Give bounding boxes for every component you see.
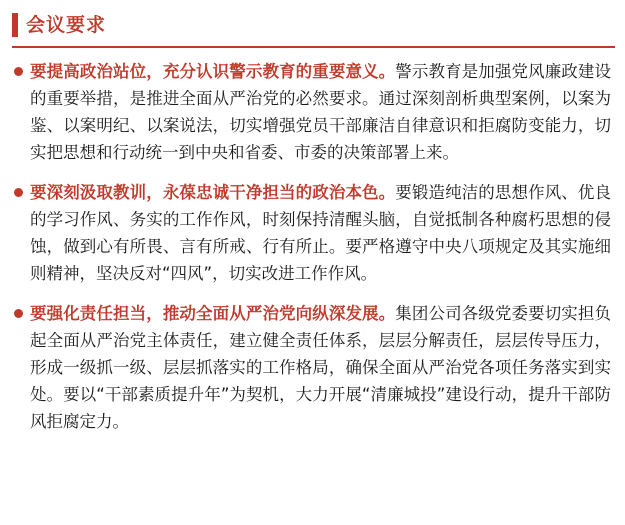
list-item	[14, 58, 611, 166]
paragraph	[30, 300, 611, 435]
header-divider	[12, 46, 615, 48]
page-header	[0, 8, 625, 42]
list-item	[14, 179, 611, 287]
paragraph	[30, 179, 611, 287]
header-accent-bar	[12, 13, 18, 37]
bullet-dot-icon	[14, 67, 23, 76]
paragraph-body: 集团公司各级党委要切实担负起全面从严治党主体责任，建立健全责任体系，层层分解责任，层层传导压力，形成一级抓一级、层层抓落实的工作格局，确保全面从严治党各项任务落实到实处。要以“干部素质提升年”为契机，大力开展“清廉城投”建设行动，提升干部防风拒腐定力。	[30, 304, 612, 431]
paragraph-body: 要锻造纯洁的思想作风、优良的学习作风、务实的工作作风，时刻保持清醒头脑，自觉抵制各种腐朽思想的侵蚀，做到心有所畏、言有所戒、行有所止。要严格遵守中央八项规定及其实施细则精神，坚决反对“四风”，切实改进工作作风。	[30, 183, 612, 283]
bullet-dot-icon	[14, 309, 23, 318]
paragraph-body: 警示教育是加强党风廉政建设的重要举措，是推进全面从严治党的必然要求。通过深刻剖析典型案例，以案为鉴、以案明纪、以案说法，切实增强党员干部廉洁自律意识和拒腐防变能力，切实把思想和行动统一到中央和省委、市委的决策部署上来。	[30, 62, 612, 162]
slide-page	[0, 8, 625, 525]
page-title: 会议要求	[26, 14, 107, 36]
bullet-dot-icon	[14, 188, 23, 197]
paragraph-lead: 要提高政治站位，充分认识警示教育的重要意义。	[30, 62, 396, 81]
list-item	[14, 300, 611, 435]
content-body	[0, 58, 625, 435]
paragraph	[30, 58, 611, 166]
paragraph-lead: 要深刻汲取教训，永葆忠诚干净担当的政治本色。	[30, 183, 396, 202]
paragraph-lead: 要强化责任担当，推动全面从严治党向纵深发展。	[30, 304, 396, 323]
